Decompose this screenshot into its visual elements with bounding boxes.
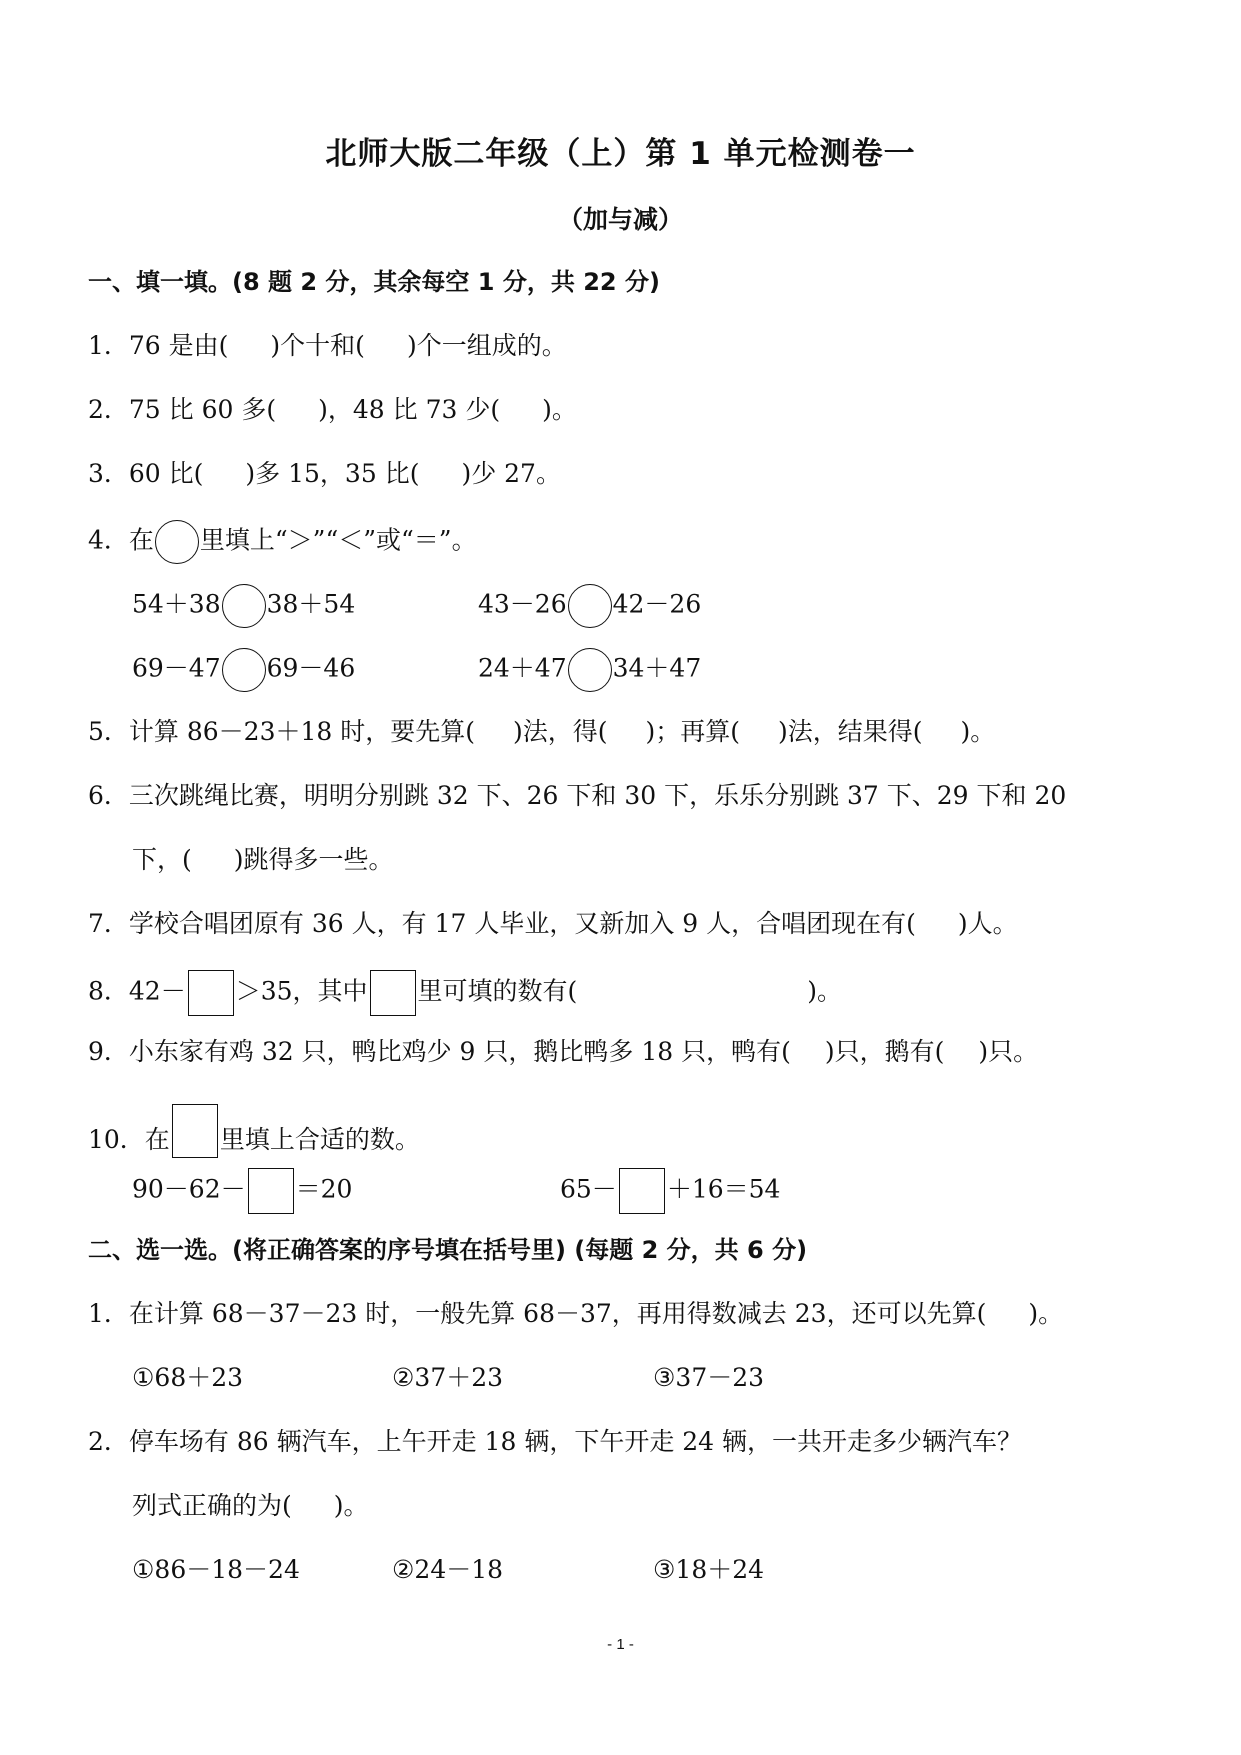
page-subtitle: （加与减） <box>557 205 683 234</box>
page-number: - 1 - <box>607 1636 634 1653</box>
compare-item-4: 24＋47 34＋47 <box>478 648 701 692</box>
question-1-2: 2．75 比 60 多( )，48 比 73 少( )。 <box>88 395 577 424</box>
question-2-1: 1．在计算 68－37－23 时，一般先算 68－37，再用得数减去 23，还可以先算( )。 <box>88 1299 1064 1328</box>
question-1-9: 9．小东家有鸡 32 只，鸭比鸡少 9 只，鹅比鸭多 18 只，鸭有( )只，鹅有( )只。 <box>88 1037 1039 1066</box>
answer-box[interactable] <box>188 970 234 1016</box>
compare-circle[interactable] <box>222 584 266 628</box>
option-2[interactable]: ②37＋23 <box>392 1363 504 1392</box>
answer-box <box>172 1104 218 1158</box>
compare-item-2: 43－26 42－26 <box>478 584 701 628</box>
question-1-5: 5．计算 86－23＋18 时，要先算( )法，得( )；再算( )法，结果得( )。 <box>88 717 996 746</box>
question-2-2-line2: 列式正确的为( )。 <box>132 1491 369 1520</box>
question-1-3: 3．60 比( )多 15，35 比( )少 27。 <box>88 459 561 488</box>
compare-circle[interactable] <box>222 648 266 692</box>
option-2[interactable]: ②24－18 <box>392 1555 504 1584</box>
equation-2: 65－ ＋16＝54 <box>560 1168 780 1214</box>
compare-circle <box>155 520 199 564</box>
option-3[interactable]: ③18＋24 <box>653 1555 765 1584</box>
compare-circle[interactable] <box>568 648 612 692</box>
question-1-7: 7．学校合唱团原有 36 人，有 17 人毕业，又新加入 9 人，合唱团现在有( )人。 <box>88 909 1018 938</box>
section1-heading: 一、填一填。(8 题 2 分，其余每空 1 分，共 22 分) <box>88 268 660 296</box>
option-1[interactable]: ①86－18－24 <box>132 1555 300 1584</box>
page-title: 北师大版二年级（上）第 1 单元检测卷一 <box>325 136 916 172</box>
question-2-2-line1: 2．停车场有 86 辆汽车，上午开走 18 辆，下午开走 24 辆，一共开走多少辆汽车？ <box>88 1427 1023 1456</box>
question-1-1: 1．76 是由( )个十和( )个一组成的。 <box>88 331 567 360</box>
answer-box[interactable] <box>248 1168 294 1214</box>
equation-1: 90－62－ ＝20 <box>132 1168 352 1214</box>
section2-heading: 二、选一选。(将正确答案的序号填在括号里) (每题 2 分，共 6 分) <box>88 1236 808 1264</box>
question-1-4: 4．在 里填上“＞”“＜”或“＝”。 <box>88 520 477 564</box>
compare-item-3: 69－47 69－46 <box>132 648 355 692</box>
question-1-10: 10．在 里填上合适的数。 <box>88 1104 420 1158</box>
question-1-6-line1: 6．三次跳绳比赛，明明分别跳 32 下、26 下和 30 下，乐乐分别跳 37 下、29 下和 20 <box>88 781 1067 810</box>
question-1-8: 8．42－ ＞35，其中 里可填的数有( )。 <box>88 970 842 1016</box>
option-3[interactable]: ③37－23 <box>653 1363 765 1392</box>
option-1[interactable]: ①68＋23 <box>132 1363 244 1392</box>
answer-box[interactable] <box>619 1168 665 1214</box>
compare-circle[interactable] <box>568 584 612 628</box>
answer-box <box>370 970 416 1016</box>
compare-item-1: 54＋38 38＋54 <box>132 584 355 628</box>
question-1-6-line2: 下，( )跳得多一些。 <box>132 845 394 874</box>
